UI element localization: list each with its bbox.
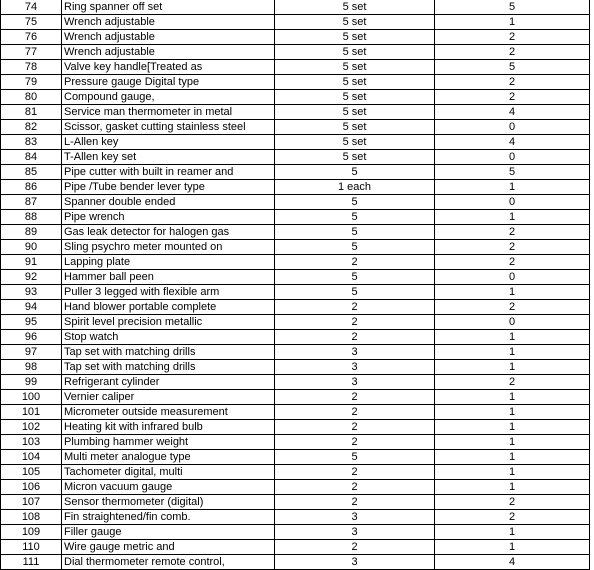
quantity-cell: 5 (275, 270, 435, 285)
quantity-cell: 5 (275, 165, 435, 180)
quantity-cell: 5 (275, 285, 435, 300)
available-count-cell: 1 (435, 345, 590, 360)
item-name-cell: Heating kit with infrared bulb (62, 420, 275, 435)
row-number-cell: 85 (1, 165, 62, 180)
available-count-cell: 1 (435, 285, 590, 300)
row-number-cell: 90 (1, 240, 62, 255)
table-row (1, 180, 590, 195)
table-row (1, 45, 590, 60)
available-count-cell: 2 (435, 495, 590, 510)
item-name-cell: Pipe /Tube bender lever type (62, 180, 275, 195)
item-name-cell: Spanner double ended (62, 195, 275, 210)
row-number-cell: 99 (1, 375, 62, 390)
table-row (1, 225, 590, 240)
available-count-cell: 1 (435, 525, 590, 540)
table-row (1, 135, 590, 150)
row-number-cell: 105 (1, 465, 62, 480)
table-row (1, 105, 590, 120)
quantity-cell: 5 (275, 195, 435, 210)
item-name-cell: Valve key handle[Treated as (62, 60, 275, 75)
table-row (1, 510, 590, 525)
row-number-cell: 106 (1, 480, 62, 495)
quantity-cell: 2 (275, 495, 435, 510)
available-count-cell: 2 (435, 255, 590, 270)
row-number-cell: 111 (1, 555, 62, 570)
table-row (1, 150, 590, 165)
available-count-cell: 2 (435, 510, 590, 525)
row-number-cell: 91 (1, 255, 62, 270)
quantity-cell: 5 set (275, 90, 435, 105)
table-row (1, 360, 590, 375)
item-name-cell: T-Allen key set (62, 150, 275, 165)
table-row (1, 285, 590, 300)
row-number-cell: 94 (1, 300, 62, 315)
row-number-cell: 77 (1, 45, 62, 60)
item-name-cell: Sling psychro meter mounted on (62, 240, 275, 255)
quantity-cell: 2 (275, 315, 435, 330)
available-count-cell: 1 (435, 390, 590, 405)
item-name-cell: Lapping plate (62, 255, 275, 270)
table-row (1, 315, 590, 330)
row-number-cell: 100 (1, 390, 62, 405)
quantity-cell: 2 (275, 255, 435, 270)
item-name-cell: Wrench adjustable (62, 30, 275, 45)
table-row (1, 0, 590, 15)
item-name-cell: Fin straightened/fin comb. (62, 510, 275, 525)
item-name-cell: L-Allen key (62, 135, 275, 150)
row-number-cell: 81 (1, 105, 62, 120)
table-row (1, 465, 590, 480)
quantity-cell: 3 (275, 525, 435, 540)
item-name-cell: Filler gauge (62, 525, 275, 540)
item-name-cell: Wrench adjustable (62, 45, 275, 60)
row-number-cell: 79 (1, 75, 62, 90)
item-name-cell: Tap set with matching drills (62, 360, 275, 375)
quantity-cell: 2 (275, 330, 435, 345)
table-row (1, 60, 590, 75)
table-row (1, 480, 590, 495)
item-name-cell: Ring spanner off set (62, 0, 275, 15)
item-name-cell: Puller 3 legged with flexible arm (62, 285, 275, 300)
table-row (1, 120, 590, 135)
available-count-cell: 1 (435, 330, 590, 345)
available-count-cell: 1 (435, 15, 590, 30)
row-number-cell: 86 (1, 180, 62, 195)
table-row (1, 525, 590, 540)
table-row (1, 375, 590, 390)
quantity-cell: 3 (275, 345, 435, 360)
available-count-cell: 4 (435, 105, 590, 120)
available-count-cell: 2 (435, 225, 590, 240)
table-row (1, 75, 590, 90)
table-row (1, 420, 590, 435)
row-number-cell: 109 (1, 525, 62, 540)
table-row (1, 240, 590, 255)
row-number-cell: 92 (1, 270, 62, 285)
row-number-cell: 89 (1, 225, 62, 240)
row-number-cell: 101 (1, 405, 62, 420)
quantity-cell: 2 (275, 420, 435, 435)
row-number-cell: 80 (1, 90, 62, 105)
quantity-cell: 5 set (275, 45, 435, 60)
item-name-cell: Gas leak detector for halogen gas (62, 225, 275, 240)
available-count-cell: 2 (435, 300, 590, 315)
quantity-cell: 5 (275, 240, 435, 255)
item-name-cell: Wire gauge metric and (62, 540, 275, 555)
table-row (1, 390, 590, 405)
table-row (1, 90, 590, 105)
quantity-cell: 5 set (275, 60, 435, 75)
available-count-cell: 5 (435, 60, 590, 75)
row-number-cell: 107 (1, 495, 62, 510)
quantity-cell: 5 (275, 225, 435, 240)
row-number-cell: 96 (1, 330, 62, 345)
quantity-cell: 5 set (275, 15, 435, 30)
table-row (1, 405, 590, 420)
table-row (1, 345, 590, 360)
available-count-cell: 1 (435, 450, 590, 465)
item-name-cell: Service man thermometer in metal (62, 105, 275, 120)
row-number-cell: 102 (1, 420, 62, 435)
available-count-cell: 1 (435, 435, 590, 450)
item-name-cell: Tachometer digital, multi (62, 465, 275, 480)
table-row (1, 450, 590, 465)
row-number-cell: 108 (1, 510, 62, 525)
row-number-cell: 84 (1, 150, 62, 165)
row-number-cell: 87 (1, 195, 62, 210)
table-row (1, 165, 590, 180)
row-number-cell: 110 (1, 540, 62, 555)
row-number-cell: 97 (1, 345, 62, 360)
available-count-cell: 1 (435, 210, 590, 225)
available-count-cell: 0 (435, 195, 590, 210)
available-count-cell: 2 (435, 45, 590, 60)
quantity-cell: 5 set (275, 150, 435, 165)
item-name-cell: Hand blower portable complete (62, 300, 275, 315)
row-number-cell: 75 (1, 15, 62, 30)
item-name-cell: Micron vacuum gauge (62, 480, 275, 495)
quantity-cell: 2 (275, 480, 435, 495)
available-count-cell: 1 (435, 465, 590, 480)
item-name-cell: Pipe cutter with built in reamer and (62, 165, 275, 180)
quantity-cell: 2 (275, 405, 435, 420)
item-name-cell: Spirit level precision metallic (62, 315, 275, 330)
table-row (1, 195, 590, 210)
quantity-cell: 3 (275, 360, 435, 375)
row-number-cell: 76 (1, 30, 62, 45)
row-number-cell: 82 (1, 120, 62, 135)
available-count-cell: 0 (435, 315, 590, 330)
available-count-cell: 0 (435, 150, 590, 165)
available-count-cell: 0 (435, 120, 590, 135)
available-count-cell: 4 (435, 135, 590, 150)
table-row (1, 555, 590, 570)
table-row (1, 330, 590, 345)
table-row (1, 30, 590, 45)
available-count-cell: 2 (435, 90, 590, 105)
quantity-cell: 5 set (275, 0, 435, 15)
available-count-cell: 2 (435, 375, 590, 390)
item-name-cell: Hammer ball peen (62, 270, 275, 285)
quantity-cell: 3 (275, 510, 435, 525)
table-row (1, 495, 590, 510)
item-name-cell: Vernier caliper (62, 390, 275, 405)
row-number-cell: 104 (1, 450, 62, 465)
item-name-cell: Multi meter analogue type (62, 450, 275, 465)
item-name-cell: Dial thermometer remote control, (62, 555, 275, 570)
quantity-cell: 2 (275, 540, 435, 555)
available-count-cell: 1 (435, 405, 590, 420)
available-count-cell: 2 (435, 240, 590, 255)
quantity-cell: 5 set (275, 135, 435, 150)
quantity-cell: 2 (275, 390, 435, 405)
quantity-cell: 2 (275, 300, 435, 315)
table-row (1, 15, 590, 30)
quantity-cell: 5 (275, 210, 435, 225)
item-name-cell: Wrench adjustable (62, 15, 275, 30)
item-name-cell: Micrometer outside measurement (62, 405, 275, 420)
quantity-cell: 3 (275, 375, 435, 390)
item-name-cell: Scissor, gasket cutting stainless steel (62, 120, 275, 135)
available-count-cell: 1 (435, 180, 590, 195)
quantity-cell: 5 set (275, 105, 435, 120)
quantity-cell: 5 (275, 450, 435, 465)
row-number-cell: 78 (1, 60, 62, 75)
available-count-cell: 0 (435, 270, 590, 285)
inventory-table-body (1, 0, 590, 570)
row-number-cell: 74 (1, 0, 62, 15)
item-name-cell: Pressure gauge Digital type (62, 75, 275, 90)
item-name-cell: Tap set with matching drills (62, 345, 275, 360)
table-row (1, 255, 590, 270)
row-number-cell: 93 (1, 285, 62, 300)
available-count-cell: 1 (435, 540, 590, 555)
available-count-cell: 5 (435, 165, 590, 180)
quantity-cell: 2 (275, 465, 435, 480)
table-row (1, 270, 590, 285)
available-count-cell: 1 (435, 420, 590, 435)
table-row (1, 210, 590, 225)
item-name-cell: Pipe wrench (62, 210, 275, 225)
item-name-cell: Plumbing hammer weight (62, 435, 275, 450)
row-number-cell: 83 (1, 135, 62, 150)
table-row (1, 300, 590, 315)
row-number-cell: 98 (1, 360, 62, 375)
table-row (1, 540, 590, 555)
item-name-cell: Refrigerant cylinder (62, 375, 275, 390)
quantity-cell: 5 set (275, 120, 435, 135)
quantity-cell: 1 each (275, 180, 435, 195)
row-number-cell: 88 (1, 210, 62, 225)
table-row (1, 435, 590, 450)
available-count-cell: 1 (435, 480, 590, 495)
quantity-cell: 5 set (275, 30, 435, 45)
item-name-cell: Compound gauge, (62, 90, 275, 105)
available-count-cell: 2 (435, 75, 590, 90)
row-number-cell: 103 (1, 435, 62, 450)
row-number-cell: 95 (1, 315, 62, 330)
quantity-cell: 5 set (275, 75, 435, 90)
available-count-cell: 5 (435, 0, 590, 15)
item-name-cell: Stop watch (62, 330, 275, 345)
available-count-cell: 1 (435, 360, 590, 375)
quantity-cell: 3 (275, 555, 435, 570)
available-count-cell: 4 (435, 555, 590, 570)
available-count-cell: 2 (435, 30, 590, 45)
item-name-cell: Sensor thermometer (digital) (62, 495, 275, 510)
quantity-cell: 2 (275, 435, 435, 450)
